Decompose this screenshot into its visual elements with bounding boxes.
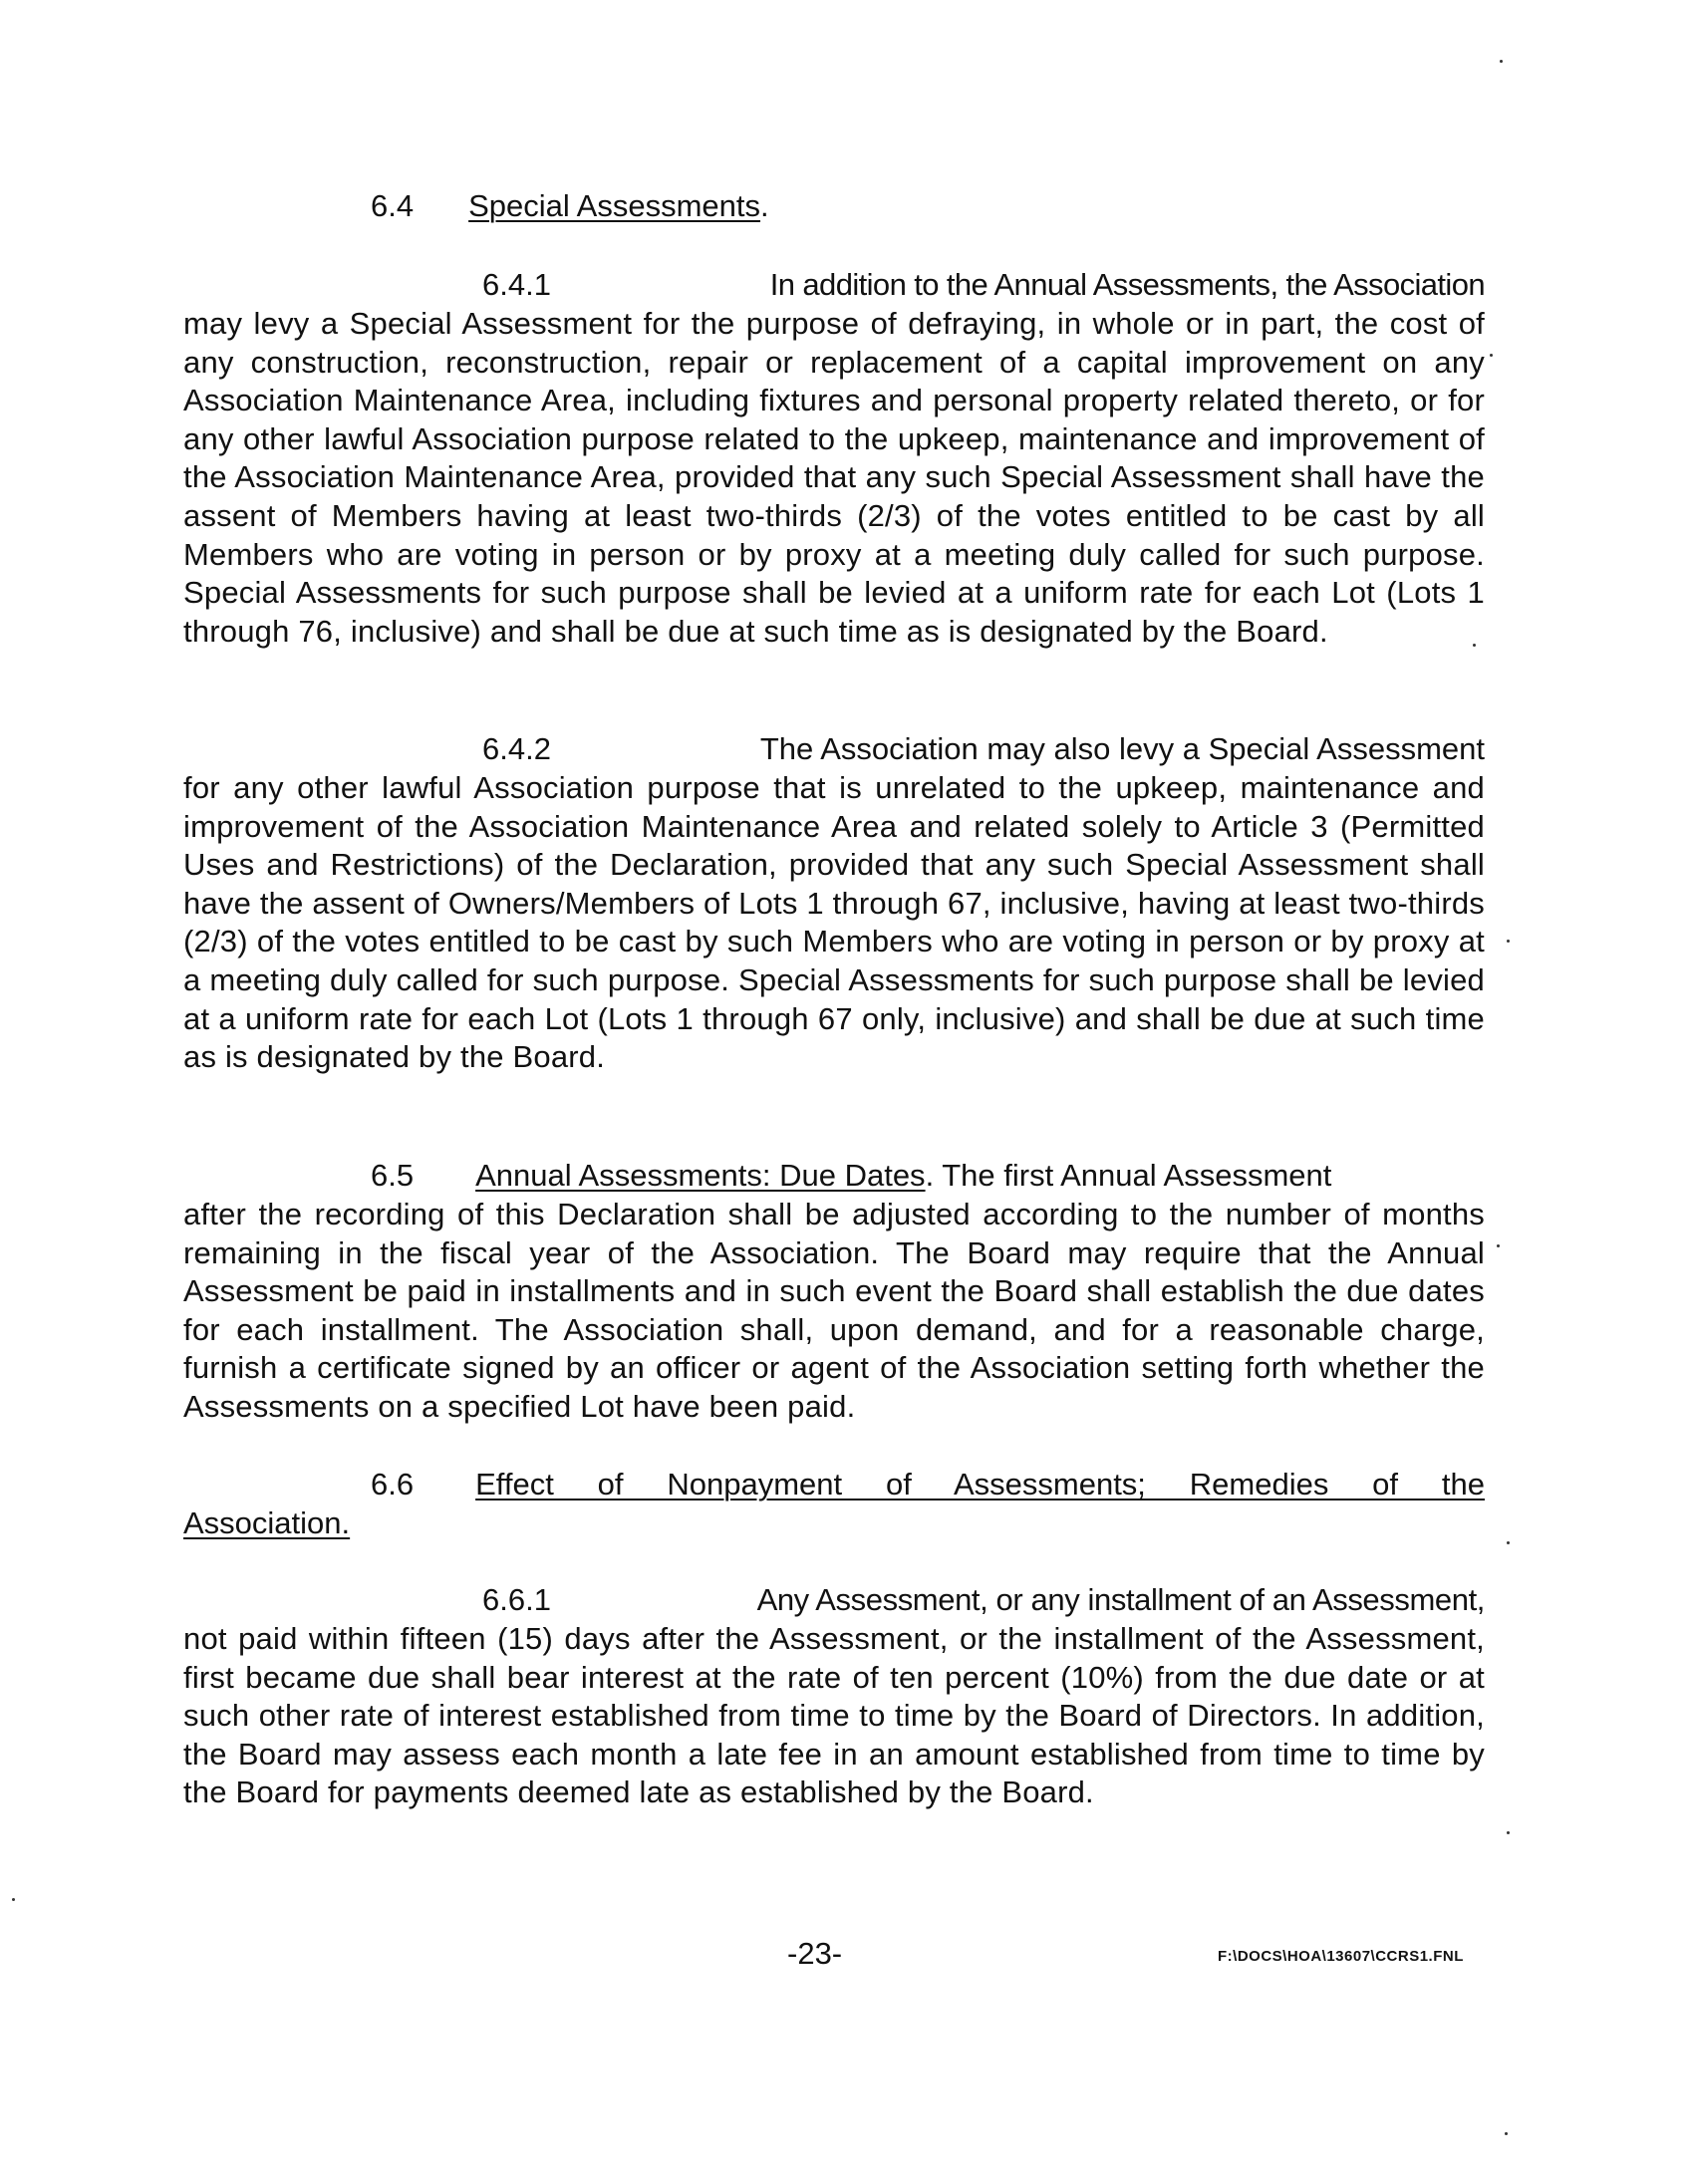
scan-speck — [1500, 60, 1503, 63]
section-title: Effect of Nonpayment of Assessments; Remedies of the — [475, 1467, 1485, 1502]
paragraph-first-line: The Association may also levy a Special Assessment — [759, 731, 1485, 766]
section-6-6-1-first-line — [482, 1581, 1485, 1619]
section-6-4-heading — [371, 187, 769, 225]
section-title: Annual Assessments: Due Dates — [475, 1158, 926, 1193]
section-title-continued: Association. — [183, 1505, 351, 1540]
scan-speck — [12, 1898, 15, 1901]
section-6-6-heading-line1 — [371, 1466, 1485, 1503]
paragraph-first-line: In addition to the Annual Assessments, the Association — [769, 267, 1485, 302]
file-path: F:\DOCS\HOA\13607\CCRS1.FNL — [1218, 1948, 1464, 1965]
section-number: 6.6 — [371, 1467, 415, 1502]
section-number: 6.4 — [371, 188, 415, 223]
section-6-4-2-body: for any other lawful Association purpose that is unrelated to the upkeep, maintenance and improvement of the Association Maintenance Area and related solely to Article 3 (Permitted Uses and Restrictions) of the Declaration, provided that any such Special Assessment shall have the assent of Owners/Members of Lots 1 through 67, inclusive, having at least two-thirds (2/3) of the votes entitled to be cast by such Members who are voting in person or by proxy at a meeting duly called for such purpose. Special Assessments for such purpose shall be levied at a uniform rate for each Lot (Lots 1 through 67 only, inclusive) and shall be due at such time as is designated by the Board. — [183, 770, 1485, 1075]
section-6-4-1-body: may levy a Special Assessment for the purpose of defraying, in whole or in part, the cost of any construction, reconstruction, repair or replacement of a capital improvement on any Association Maintenance Area, including fixtures and personal property related thereto, or for any other lawful Association purpose related to the upkeep, maintenance and improvement of the Association Maintenance Area, provided that any such Special Assessment shall have the assent of Members having at least two-thirds (2/3) of the votes entitled to be cast by all Members who are voting in person or by proxy at a meeting duly called for such purpose. Special Assessments for such purpose shall be levied at a uniform rate for each Lot (Lots 1 through 76, inclusive) and shall be due at such time as is designated by the Board. — [183, 306, 1485, 649]
scan-speck — [1507, 1541, 1510, 1544]
section-6-4-1-first-line — [482, 266, 1485, 304]
scan-speck — [1507, 1831, 1510, 1834]
scan-speck — [1505, 2132, 1508, 2135]
section-6-5-body: after the recording of this Declaration shall be adjusted according to the number of months remaining in the fiscal year of the Association. The Board may require that the Annual Assessment be paid in installments and in such event the Board shall establish the due dates for each installment. The Association shall, upon demand, and for a reasonable charge, furnish a certificate signed by an officer or agent of the Association setting forth whether the Assessments on a specified Lot have been paid. — [183, 1197, 1485, 1424]
scan-speck — [1507, 940, 1510, 943]
scan-speck — [1497, 1244, 1500, 1247]
section-number: 6.5 — [371, 1158, 415, 1193]
section-6-4-2-first-line — [482, 730, 1485, 768]
scan-speck — [1490, 354, 1493, 357]
section-title-period: . — [760, 188, 769, 223]
page-number: -23- — [787, 1936, 843, 1971]
section-6-6-1-body: not paid within fifteen (15) days after the Assessment, or the installment of the Assessment, first became due shall bear interest at the rate of ten percent (10%) from the due date or at such other rate of interest established from time to time by the Board of Directors. In addition, the Board may assess each month a late fee in an amount established from time to time by the Board for payments deemed late as established by the Board. — [183, 1621, 1485, 1810]
section-6-5-first-line: 6.5 Annual Assessments: Due Dates. The first Annual Assessment — [371, 1158, 1332, 1193]
paragraph-first-line: Any Assessment, or any installment of an Assessment, — [756, 1582, 1485, 1617]
section-number: 6.4.1 — [482, 267, 551, 302]
scan-speck — [1473, 644, 1476, 647]
section-number: 6.4.2 — [482, 731, 551, 766]
section-6-6-heading-line2 — [183, 1504, 350, 1542]
section-title: Special Assessments — [468, 188, 761, 223]
section-title-period: . — [925, 1158, 935, 1193]
section-number: 6.6.1 — [482, 1582, 551, 1617]
